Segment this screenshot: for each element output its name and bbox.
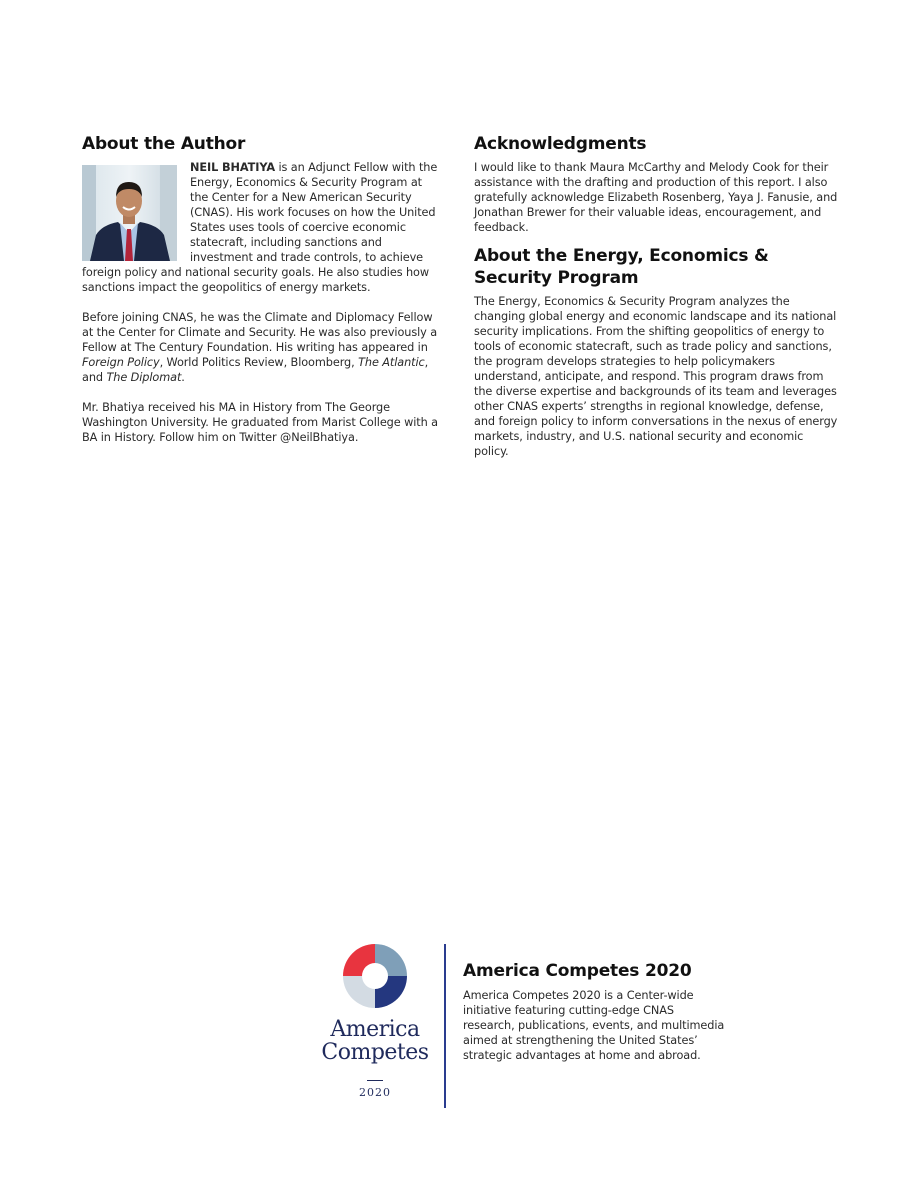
logo-divider (367, 1080, 383, 1081)
logo-year: 2020 (359, 1086, 391, 1099)
quadrant-ring-icon (343, 944, 407, 1008)
author-bio-p3: Mr. Bhatiya received his MA in History from The George Washington University. He graduated from Marist College with a BA in History. Follow him on Twitter @NeilBhatiya. (82, 401, 438, 444)
author-bio (82, 160, 438, 445)
america-competes-text: America Competes 2020 is a Center-wide initiative featuring cutting-edge CNAS research, publications, events, and multimedia aimed at strengthening the United States’ strategic advantages at home and abroad. (463, 989, 725, 1062)
america-competes-logo (316, 944, 434, 1104)
right-column (474, 133, 838, 474)
author-bio-p1: NEIL BHATIYA is an Adjunct Fellow with the Energy, Economics & Security Program at the Center for a New American Security (CNAS). His work focuses on how the United States uses tools of coercive economic statecraft, including sanctions and investment and trade controls, to achieve foreign policy and national security goals. He also studies how sanctions impact the geopolitics of energy markets. (82, 161, 438, 294)
author-photo (82, 165, 177, 261)
about-author-heading: About the Author (82, 134, 246, 154)
logo-word-america: America (330, 1017, 420, 1042)
vertical-divider (444, 944, 446, 1108)
program-text: The Energy, Economics & Security Program analyzes the changing global energy and economic landscape and its national security implications. From the shifting geopolitics of energy to tools of economic statecraft, such as trade policy and sanctions, the program develops strategies to help policymakers understand, anticipate, and respond. This program draws from the diverse expertise and backgrounds of its team and leverages other CNAS experts’ strengths in regional knowledge, defense, and foreign policy to inform conversations in the nexus of energy markets, industry, and U.S. national security and economic policy. (474, 295, 838, 458)
america-competes-heading: America Competes 2020 (463, 961, 692, 981)
acknowledgments-heading: Acknowledgments (474, 134, 647, 154)
program-heading: About the Energy, Economics & Security Program (474, 246, 769, 288)
author-bio-p2: Before joining CNAS, he was the Climate and Diplomacy Fellow at the Center for Climate and Security. He was also previously a Fellow at The Century Foundation. His writing has appeared in Foreign Policy, World Politics Review, Bloomberg, The Atlantic, and The Diplomat. (82, 311, 438, 384)
acknowledgments-text: I would like to thank Maura McCarthy and Melody Cook for their assistance with the drafting and production of this report. I also gratefully acknowledge Elizabeth Rosenberg, Yaya J. Fanusie, and Jonathan Brewer for their valuable ideas, encouragement, and feedback. (474, 161, 838, 234)
america-competes-section (463, 960, 728, 1078)
logo-word-competes: Competes (321, 1040, 429, 1065)
author-name: NEIL BHATIYA (190, 161, 275, 174)
about-author-section (82, 133, 438, 460)
